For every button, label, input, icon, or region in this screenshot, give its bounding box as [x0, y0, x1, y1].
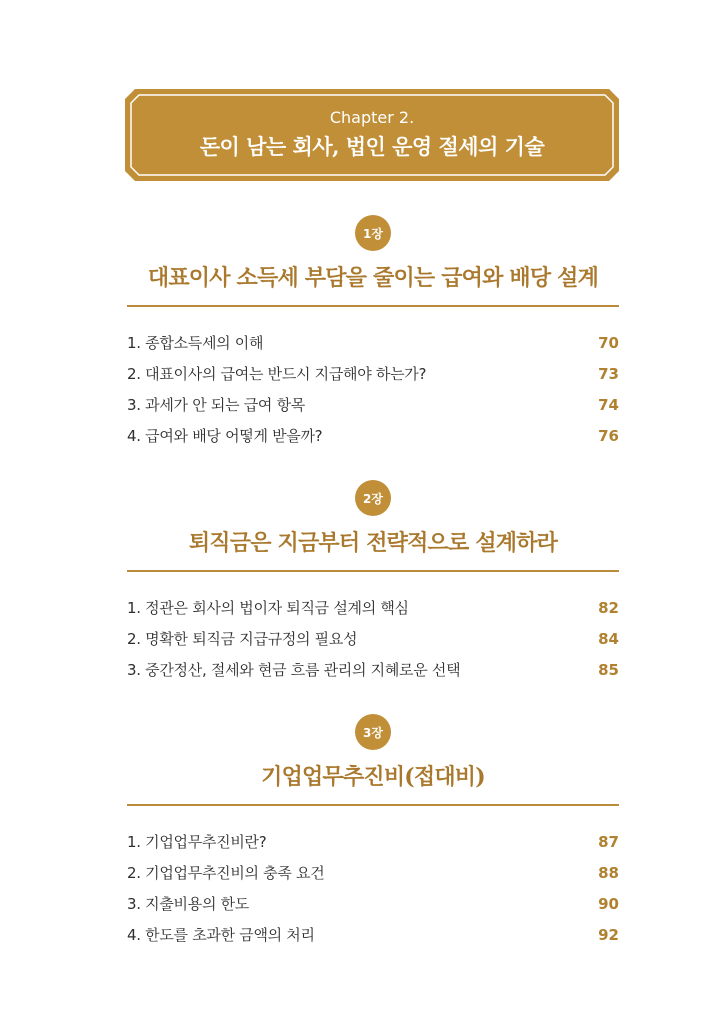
- toc-item-page: 92: [598, 925, 619, 944]
- chapter-title: 돈이 남는 회사, 법인 운영 절세의 기술: [199, 134, 545, 159]
- section-divider: [127, 570, 619, 572]
- toc-item-page: 90: [598, 894, 619, 913]
- toc-item[interactable]: [127, 592, 619, 623]
- toc-item-label: 3. 과세가 안 되는 급여 항목: [127, 396, 305, 414]
- toc-item-label: 1. 종합소득세의 이해: [127, 334, 264, 352]
- section-1: [127, 215, 619, 451]
- toc-item-page: 82: [598, 598, 619, 617]
- toc-item-page: 74: [598, 395, 619, 414]
- toc-item-page: 88: [598, 863, 619, 882]
- toc-item-page: 70: [598, 333, 619, 352]
- toc-item[interactable]: [127, 919, 619, 950]
- toc-item-label: 3. 중간정산, 절세와 현금 흐름 관리의 지혜로운 선택: [127, 661, 461, 679]
- chapter-number: Chapter 2.: [329, 108, 415, 127]
- toc-item-label: 2. 기업업무추진비의 충족 요건: [127, 864, 325, 882]
- toc-item[interactable]: [127, 857, 619, 888]
- toc-item-label: 2. 대표이사의 급여는 반드시 지급해야 하는가?: [127, 365, 427, 383]
- section-badge: 2장: [355, 480, 391, 516]
- toc-item-page: 87: [598, 832, 619, 851]
- toc-item-page: 76: [598, 426, 619, 445]
- toc-item[interactable]: [127, 420, 619, 451]
- section-3: [127, 714, 619, 950]
- toc-item-label: 4. 한도를 초과한 금액의 처리: [127, 926, 315, 944]
- toc-item-label: 1. 정관은 회사의 법이자 퇴직금 설계의 핵심: [127, 599, 409, 617]
- chapter-banner: [125, 89, 619, 181]
- toc-item[interactable]: [127, 888, 619, 919]
- section-title: 기업업무추진비(접대비): [261, 764, 485, 790]
- toc-item-label: 4. 급여와 배당 어떻게 받을까?: [127, 427, 323, 445]
- section-divider: [127, 804, 619, 806]
- toc-list: [127, 826, 619, 950]
- section-title: 퇴직금은 지금부터 전략적으로 설계하라: [188, 530, 558, 556]
- toc-item-page: 84: [598, 629, 619, 648]
- toc-list: [127, 327, 619, 451]
- toc-item-label: 3. 지출비용의 한도: [127, 895, 249, 913]
- toc-list: [127, 592, 619, 685]
- section-badge: 3장: [355, 714, 391, 750]
- toc-item-label: 1. 기업업무추진비란?: [127, 833, 267, 851]
- toc-item[interactable]: [127, 358, 619, 389]
- toc-item[interactable]: [127, 327, 619, 358]
- section-2: [127, 480, 619, 685]
- toc-item-page: 73: [598, 364, 619, 383]
- section-divider: [127, 305, 619, 307]
- toc-item[interactable]: [127, 623, 619, 654]
- toc-item[interactable]: [127, 826, 619, 857]
- toc-item[interactable]: [127, 389, 619, 420]
- toc-item-page: 85: [598, 660, 619, 679]
- toc-item[interactable]: [127, 654, 619, 685]
- toc-item-label: 2. 명확한 퇴직금 지급규정의 필요성: [127, 630, 358, 648]
- section-title: 대표이사 소득세 부담을 줄이는 급여와 배당 설계: [147, 265, 599, 291]
- section-badge: 1장: [355, 215, 391, 251]
